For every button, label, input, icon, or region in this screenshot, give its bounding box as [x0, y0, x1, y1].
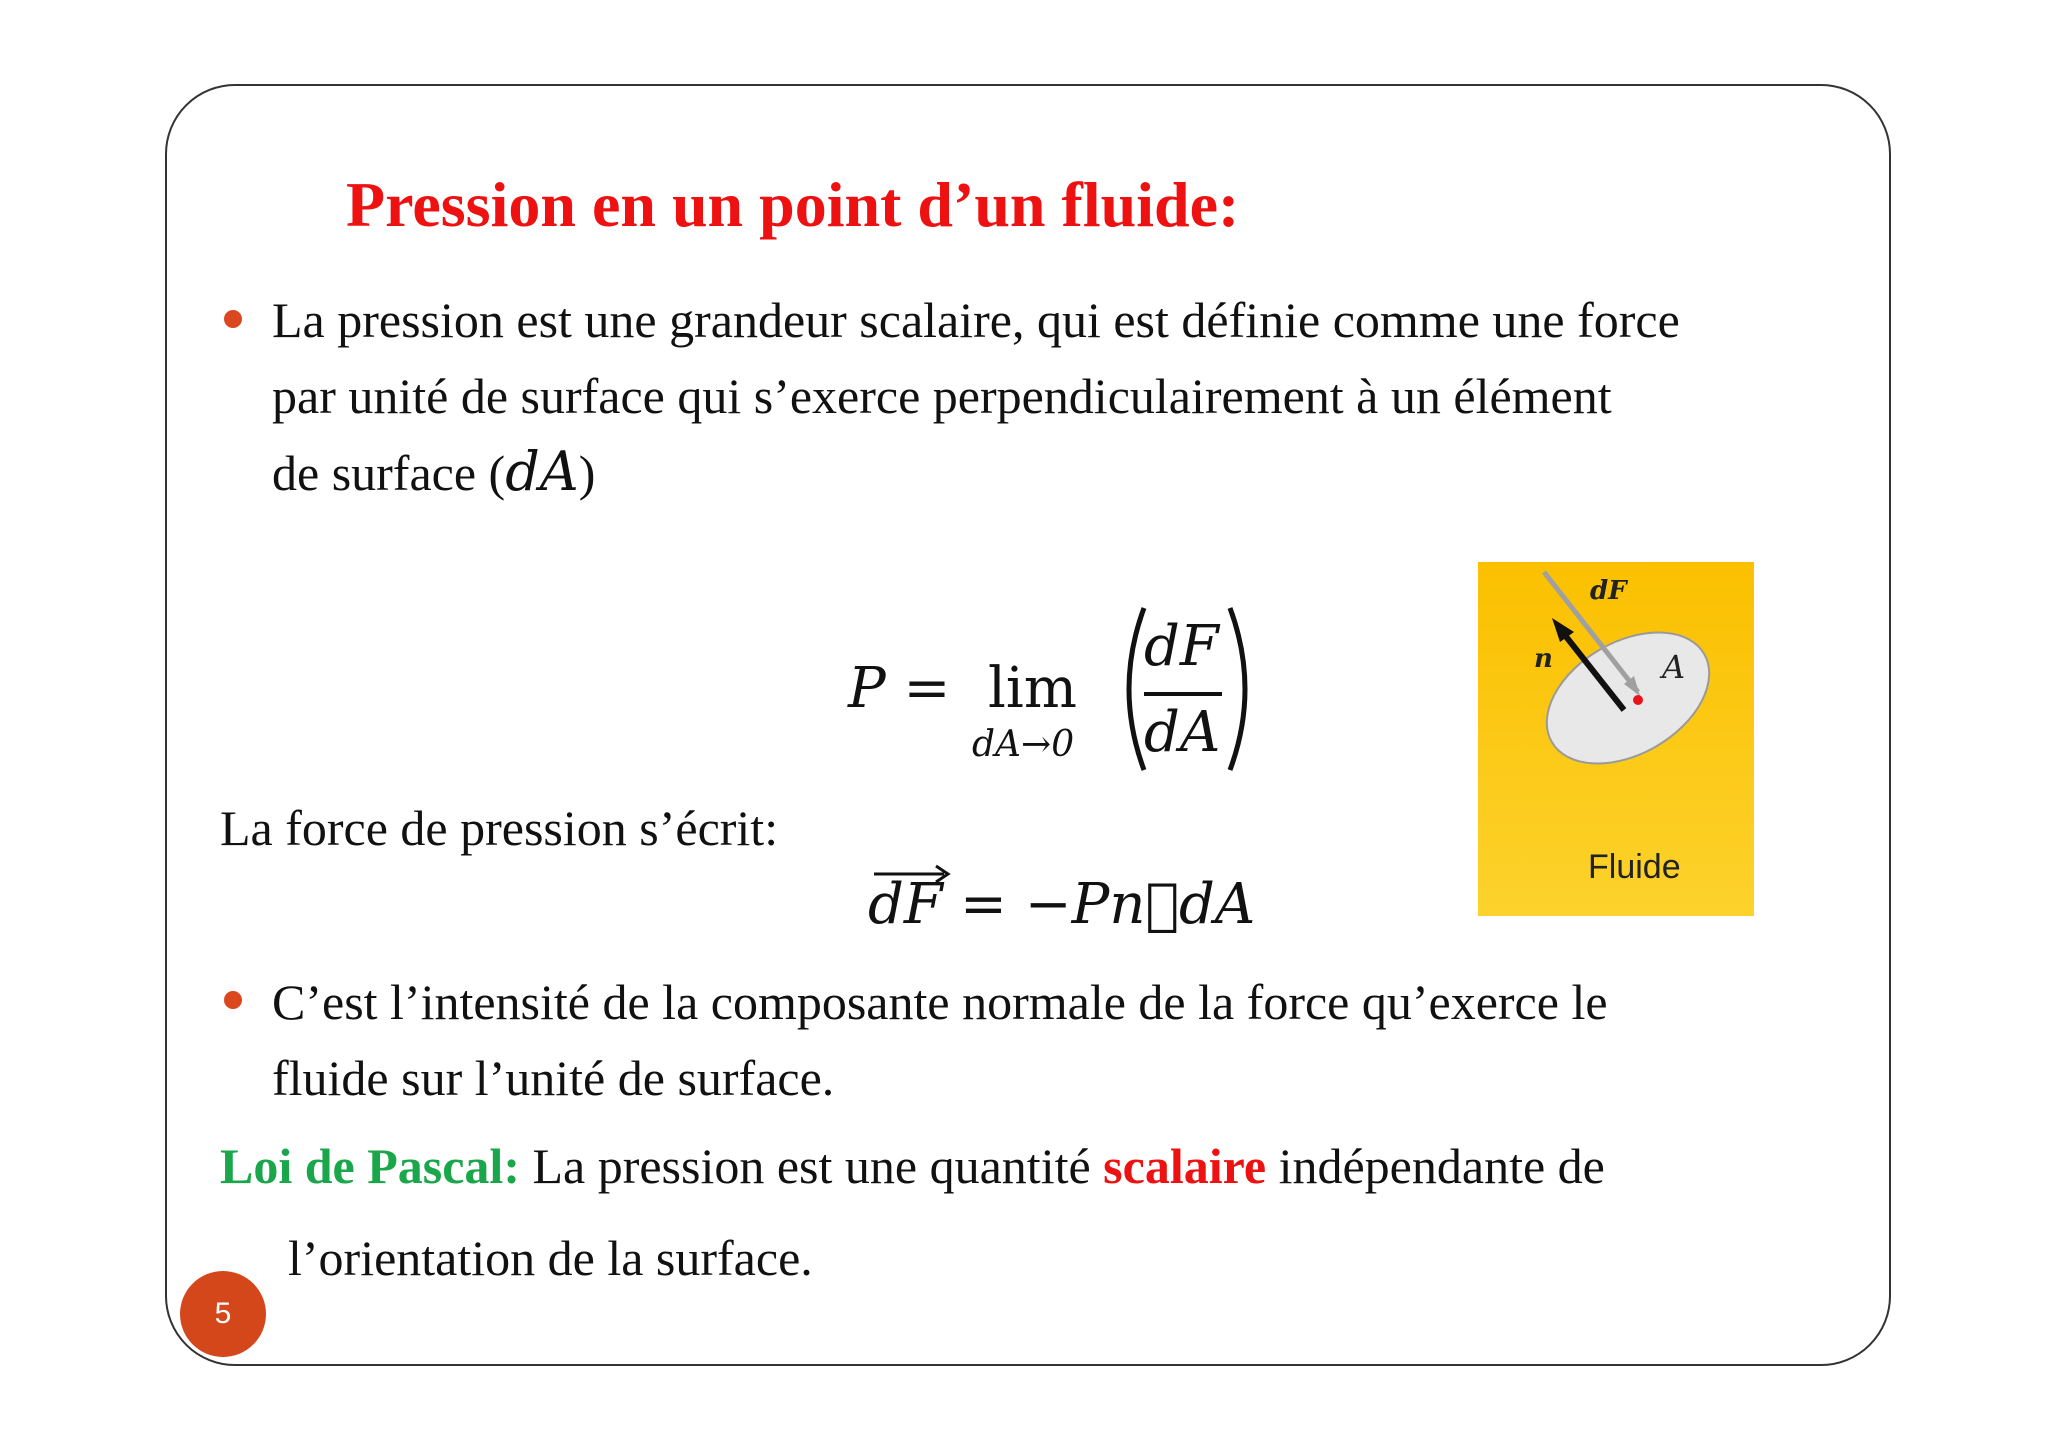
figure-label-fluid: Fluide: [1588, 848, 1681, 886]
pascal-law-keyword: scalaire: [1103, 1138, 1267, 1194]
slide-number-badge: 5: [180, 1271, 266, 1357]
formula-df-vector: dF: [868, 872, 943, 937]
fraction-bar: [1144, 692, 1222, 696]
figure-label-n: n: [1534, 644, 1553, 674]
bullet-icon: [224, 991, 242, 1009]
pascal-law: [220, 1128, 1605, 1204]
bullet-1-line-2: par unité de surface qui s’exerce perpendiculairement à un élément: [272, 368, 1612, 424]
pascal-law-text-2: indépendante de: [1266, 1138, 1605, 1194]
fraction-denominator: dA: [1144, 700, 1221, 765]
pascal-law-label: Loi de Pascal:: [220, 1138, 520, 1194]
bullet-1-math-da: dA: [505, 440, 579, 503]
force-formula: [868, 862, 1288, 942]
figure-label-df: dF: [1590, 576, 1627, 606]
bullet-1-line-3-close: ): [578, 445, 596, 501]
formula-rhs: = −Pn⃗dA: [960, 872, 1256, 937]
formula-lim: lim: [988, 656, 1077, 721]
pressure-formula: [848, 604, 1268, 784]
pressure-figure: [1478, 562, 1754, 916]
bullet-icon: [224, 310, 242, 328]
force-intro-text: La force de pression s’écrit:: [220, 800, 779, 856]
pascal-law-line-2: l’orientation de la surface.: [288, 1230, 813, 1286]
figure-label-a: A: [1662, 648, 1686, 686]
bullet-2-text: [272, 964, 1608, 1116]
formula-lhs: P =: [848, 656, 951, 721]
bullet-1-line-3: [272, 434, 1680, 511]
bullet-1-text: [272, 282, 1680, 511]
pascal-law-text-1: La pression est une quantité: [519, 1138, 1104, 1194]
bullet-2-line-2: fluide sur l’unité de surface.: [272, 1050, 835, 1106]
slide-title: Pression en un point d’un fluide:: [346, 169, 1240, 240]
bullet-2-line-1: C’est l’intensité de la composante normale de la force qu’exerce le: [272, 974, 1608, 1030]
paren-right-icon: [1224, 604, 1264, 774]
formula-lim-subscript: dA→0: [972, 724, 1075, 765]
fraction-numerator: dF: [1144, 614, 1219, 679]
bullet-1-line-1: La pression est une grandeur scalaire, qui est définie comme une force: [272, 292, 1680, 348]
bullet-1-line-3-text: de surface (: [272, 445, 506, 501]
